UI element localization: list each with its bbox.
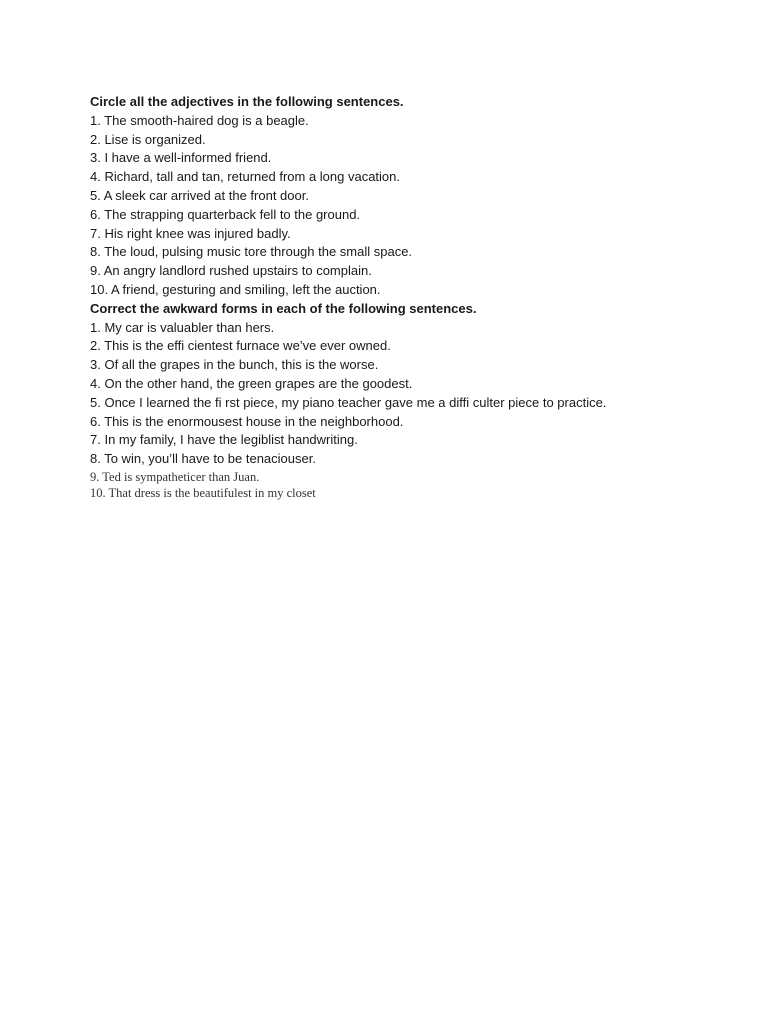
section-1-item: 5. A sleek car arrived at the front door. (90, 187, 309, 203)
section-1-item: 1. The smooth-haired dog is a beagle. (90, 112, 309, 128)
section-2-item: 2. This is the effi cientest furnace we’ve ever owned. (90, 338, 391, 354)
section-2-item: 6. This is the enormousest house in the neighborhood. (90, 413, 404, 429)
worksheet (90, 93, 740, 502)
section-2-item: 10. That dress is the beautifulest in my closet (90, 486, 316, 501)
section-1-item: 7. His right knee was injured badly. (90, 225, 291, 241)
section-2-heading: Correct the awkward forms in each of the following sentences. (90, 300, 477, 316)
section-2-item: 3. Of all the grapes in the bunch, this is the worse. (90, 357, 379, 373)
section-2-item: 5. Once I learned the fi rst piece, my piano teacher gave me a diffi culter piece to practice. (90, 394, 607, 410)
section-2-item: 1. My car is valuabler than hers. (90, 319, 275, 335)
section-2-item: 8. To win, you’ll have to be tenaciouser. (90, 451, 316, 467)
section-1-heading: Circle all the adjectives in the following sentences. (90, 94, 404, 109)
section-1-item: 9. An angry landlord rushed upstairs to complain. (90, 263, 372, 279)
section-2-item: 7. In my family, I have the legiblist handwriting. (90, 432, 358, 448)
section-2-item: 9. Ted is sympatheticer than Juan. (90, 469, 260, 484)
section-1-item: 2. Lise is organized. (90, 131, 206, 147)
section-1-item: 8. The loud, pulsing music tore through the small space. (90, 244, 413, 260)
section-1-item: 4. Richard, tall and tan, returned from a long vacation. (90, 169, 401, 185)
section-1-item: 10. A friend, gesturing and smiling, left the auction. (90, 281, 381, 297)
section-2-item: 4. On the other hand, the green grapes are the goodest. (90, 375, 413, 391)
section-1-item: 3. I have a well-informed friend. (90, 150, 272, 166)
section-1-item: 6. The strapping quarterback fell to the ground. (90, 206, 361, 222)
